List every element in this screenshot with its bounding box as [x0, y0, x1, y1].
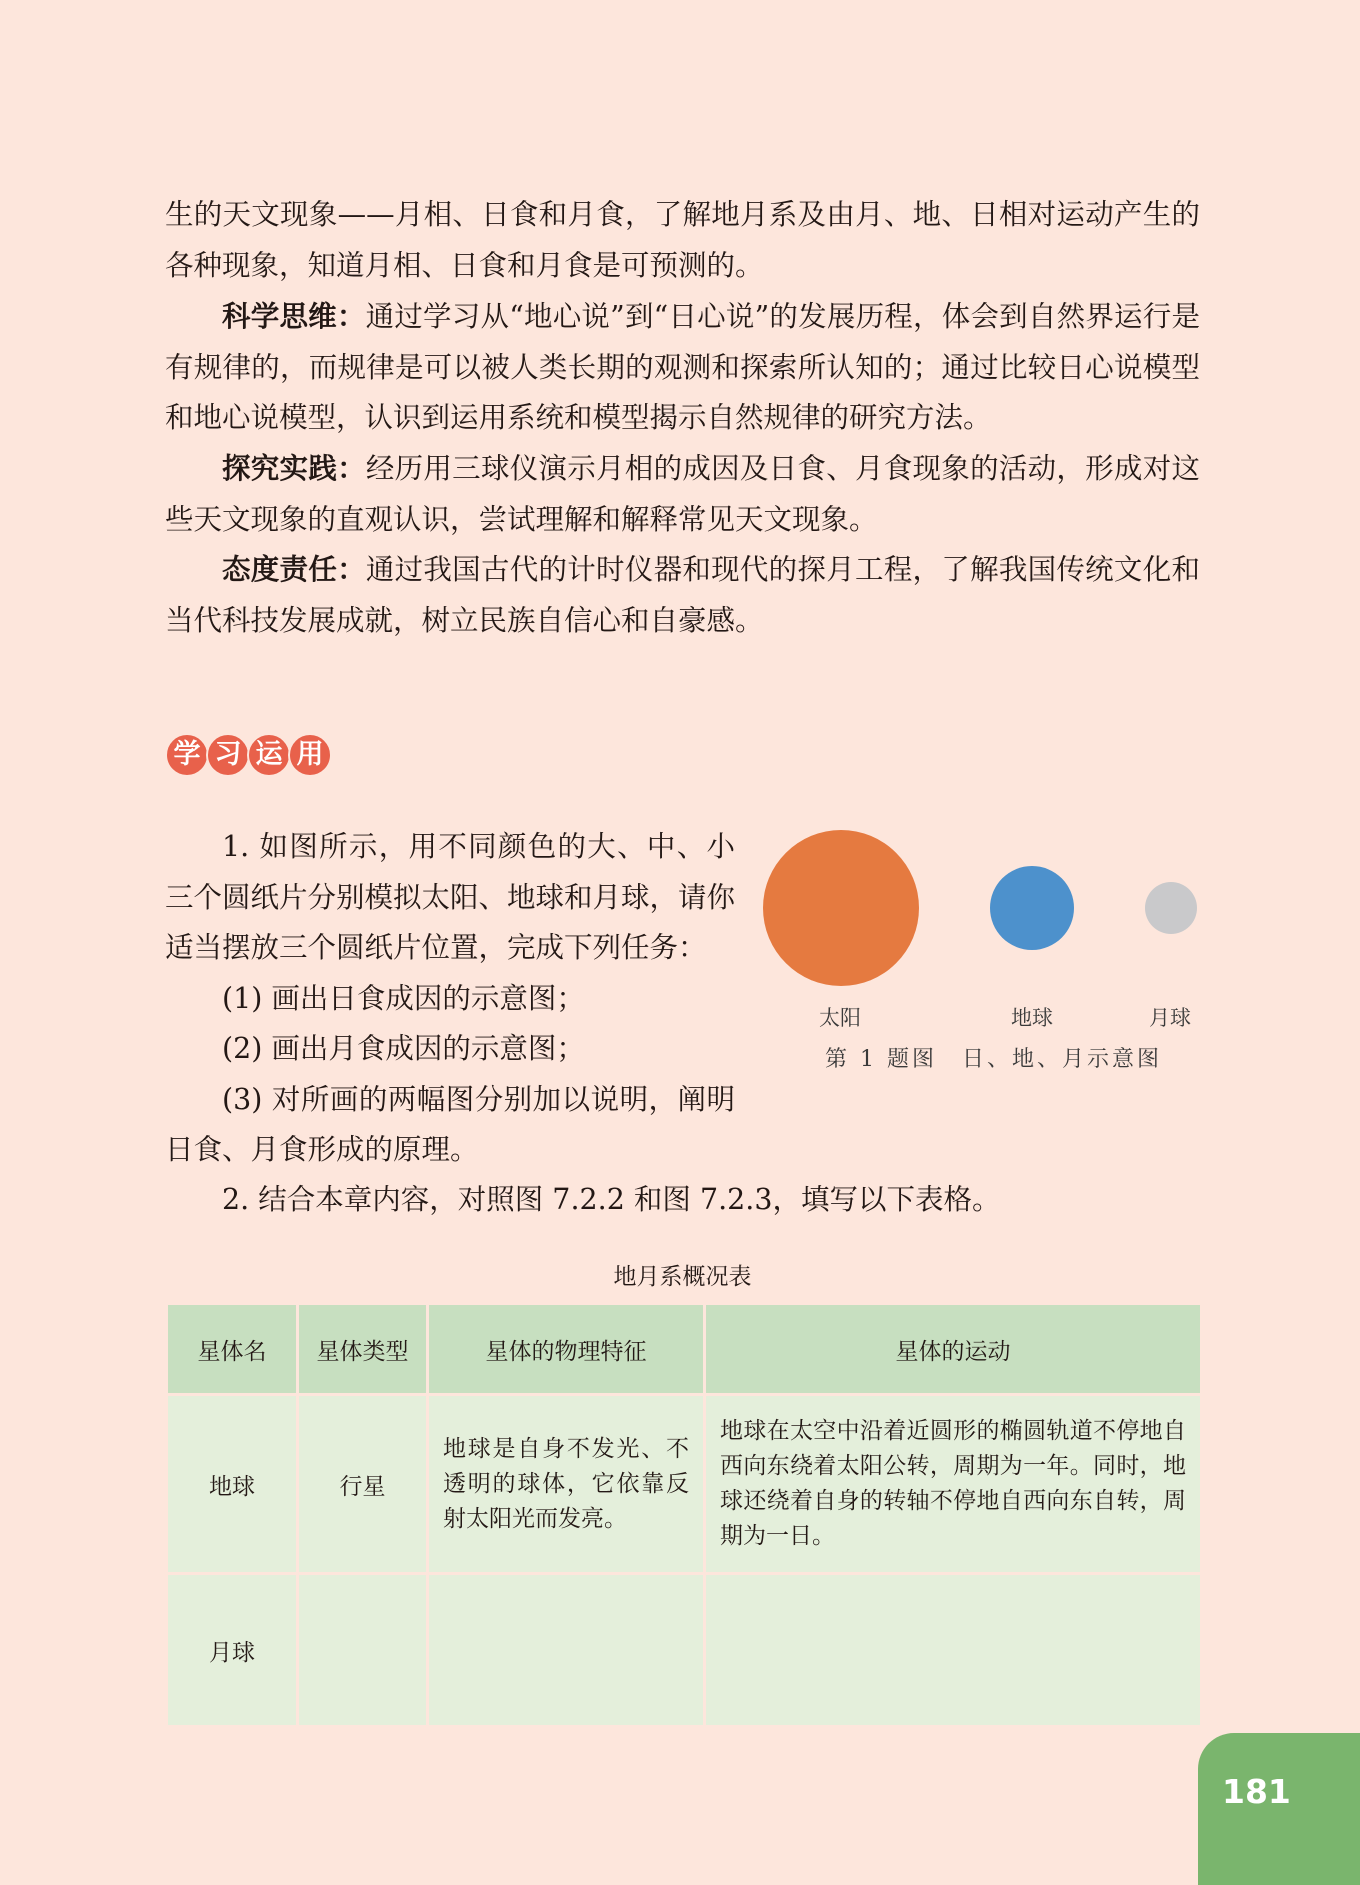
table-header-physical: 星体的物理特征: [428, 1304, 705, 1395]
attitude-label: 态度责任：: [222, 552, 366, 586]
table-cell-physical: 地球是自身不发光、不透明的球体，它依靠反射太阳光而发亮。: [428, 1395, 705, 1574]
table-cell-motion-blank[interactable]: [705, 1574, 1202, 1727]
scientific-thinking-label: 科学思维：: [222, 299, 366, 333]
earth-label: 地球: [1011, 1006, 1053, 1030]
table-row: [167, 1395, 1202, 1574]
table-header-type: 星体类型: [298, 1304, 428, 1395]
intro-paragraph-inquiry-practice: [165, 443, 1200, 545]
table-header-motion: 星体的运动: [705, 1304, 1202, 1395]
question-1-task-1: (1) 画出日食成因的示意图；: [222, 981, 585, 1015]
section-heading-char: 习: [206, 733, 250, 777]
intro-paragraph-attitude: [165, 544, 1200, 646]
table-cell-physical-blank[interactable]: [428, 1574, 705, 1727]
table-cell-name: 地球: [167, 1395, 298, 1574]
table-cell-type: 行星: [298, 1395, 428, 1574]
question-1-text: 1. 如图所示，用不同颜色的大、中、小三个圆纸片分别模拟太阳、地球和月球，请你适当摆放三个圆纸片位置，完成下列任务：: [165, 830, 736, 964]
intro-paragraph-scientific-thinking: [165, 291, 1200, 444]
section-heading-char: 学: [165, 733, 209, 777]
table-cell-type-blank[interactable]: [298, 1574, 428, 1727]
section-heading-study-apply: [165, 733, 329, 777]
table-title: 地月系概况表: [613, 1264, 752, 1290]
page-number: 181: [1222, 1772, 1291, 1811]
table-cell-name: 月球: [167, 1574, 298, 1727]
moon-circle: [1145, 882, 1197, 934]
sun-earth-moon-figure: [755, 820, 1215, 1080]
table-cell-motion: 地球在太空中沿着近圆形的椭圆轨道不停地自西向东绕着太阳公转，周期为一年。同时，地球还绕着自身的转轴不停地自西向东自转，周期为一日。: [705, 1395, 1202, 1574]
figure-caption: 第 1 题图 日、地、月示意图: [825, 1047, 1162, 1072]
attitude-text: 通过我国古代的计时仪器和现代的探月工程，了解我国传统文化和当代科技发展成就，树立民族自信心和自豪感。: [165, 553, 1200, 637]
moon-label: 月球: [1149, 1006, 1191, 1030]
table-row: [167, 1574, 1202, 1727]
question-2-text: 2. 结合本章内容，对照图 7.2.2 和图 7.2.3，填写以下表格。: [222, 1183, 1001, 1216]
earth-circle: [990, 866, 1074, 950]
inquiry-practice-label: 探究实践：: [222, 451, 366, 485]
scientific-thinking-text: 通过学习从“地心说”到“日心说”的发展历程，体会到自然界运行是有规律的，而规律是可以被人类长期的观测和探索所认知的；通过比较日心说模型和地心说模型，认识到运用系统和模型揭示自然规律的研究方法。: [165, 300, 1200, 434]
question-1: [165, 822, 735, 1176]
earth-moon-system-table: [165, 1302, 1203, 1728]
section-heading-char: 用: [288, 733, 332, 777]
question-1-task-3: (3) 对所画的两幅图分别加以说明，阐明日食、月食形成的原理。: [165, 1082, 735, 1166]
sun-label: 太阳: [819, 1006, 861, 1030]
question-1-task-2: (2) 画出月食成因的示意图；: [222, 1032, 585, 1065]
section-heading-char: 运: [247, 733, 291, 777]
sun-circle: [763, 830, 919, 986]
intro-paragraph-1: 生的天文现象——月相、日食和月食，了解地月系及由月、地、日相对运动产生的各种现象，知道月相、日食和月食是可预测的。: [165, 198, 1200, 282]
inquiry-practice-text: 经历用三球仪演示月相的成因及日食、月食现象的活动，形成对这些天文现象的直观认识，尝试理解和解释常见天文现象。: [165, 452, 1200, 536]
table-header-name: 星体名: [167, 1304, 298, 1395]
